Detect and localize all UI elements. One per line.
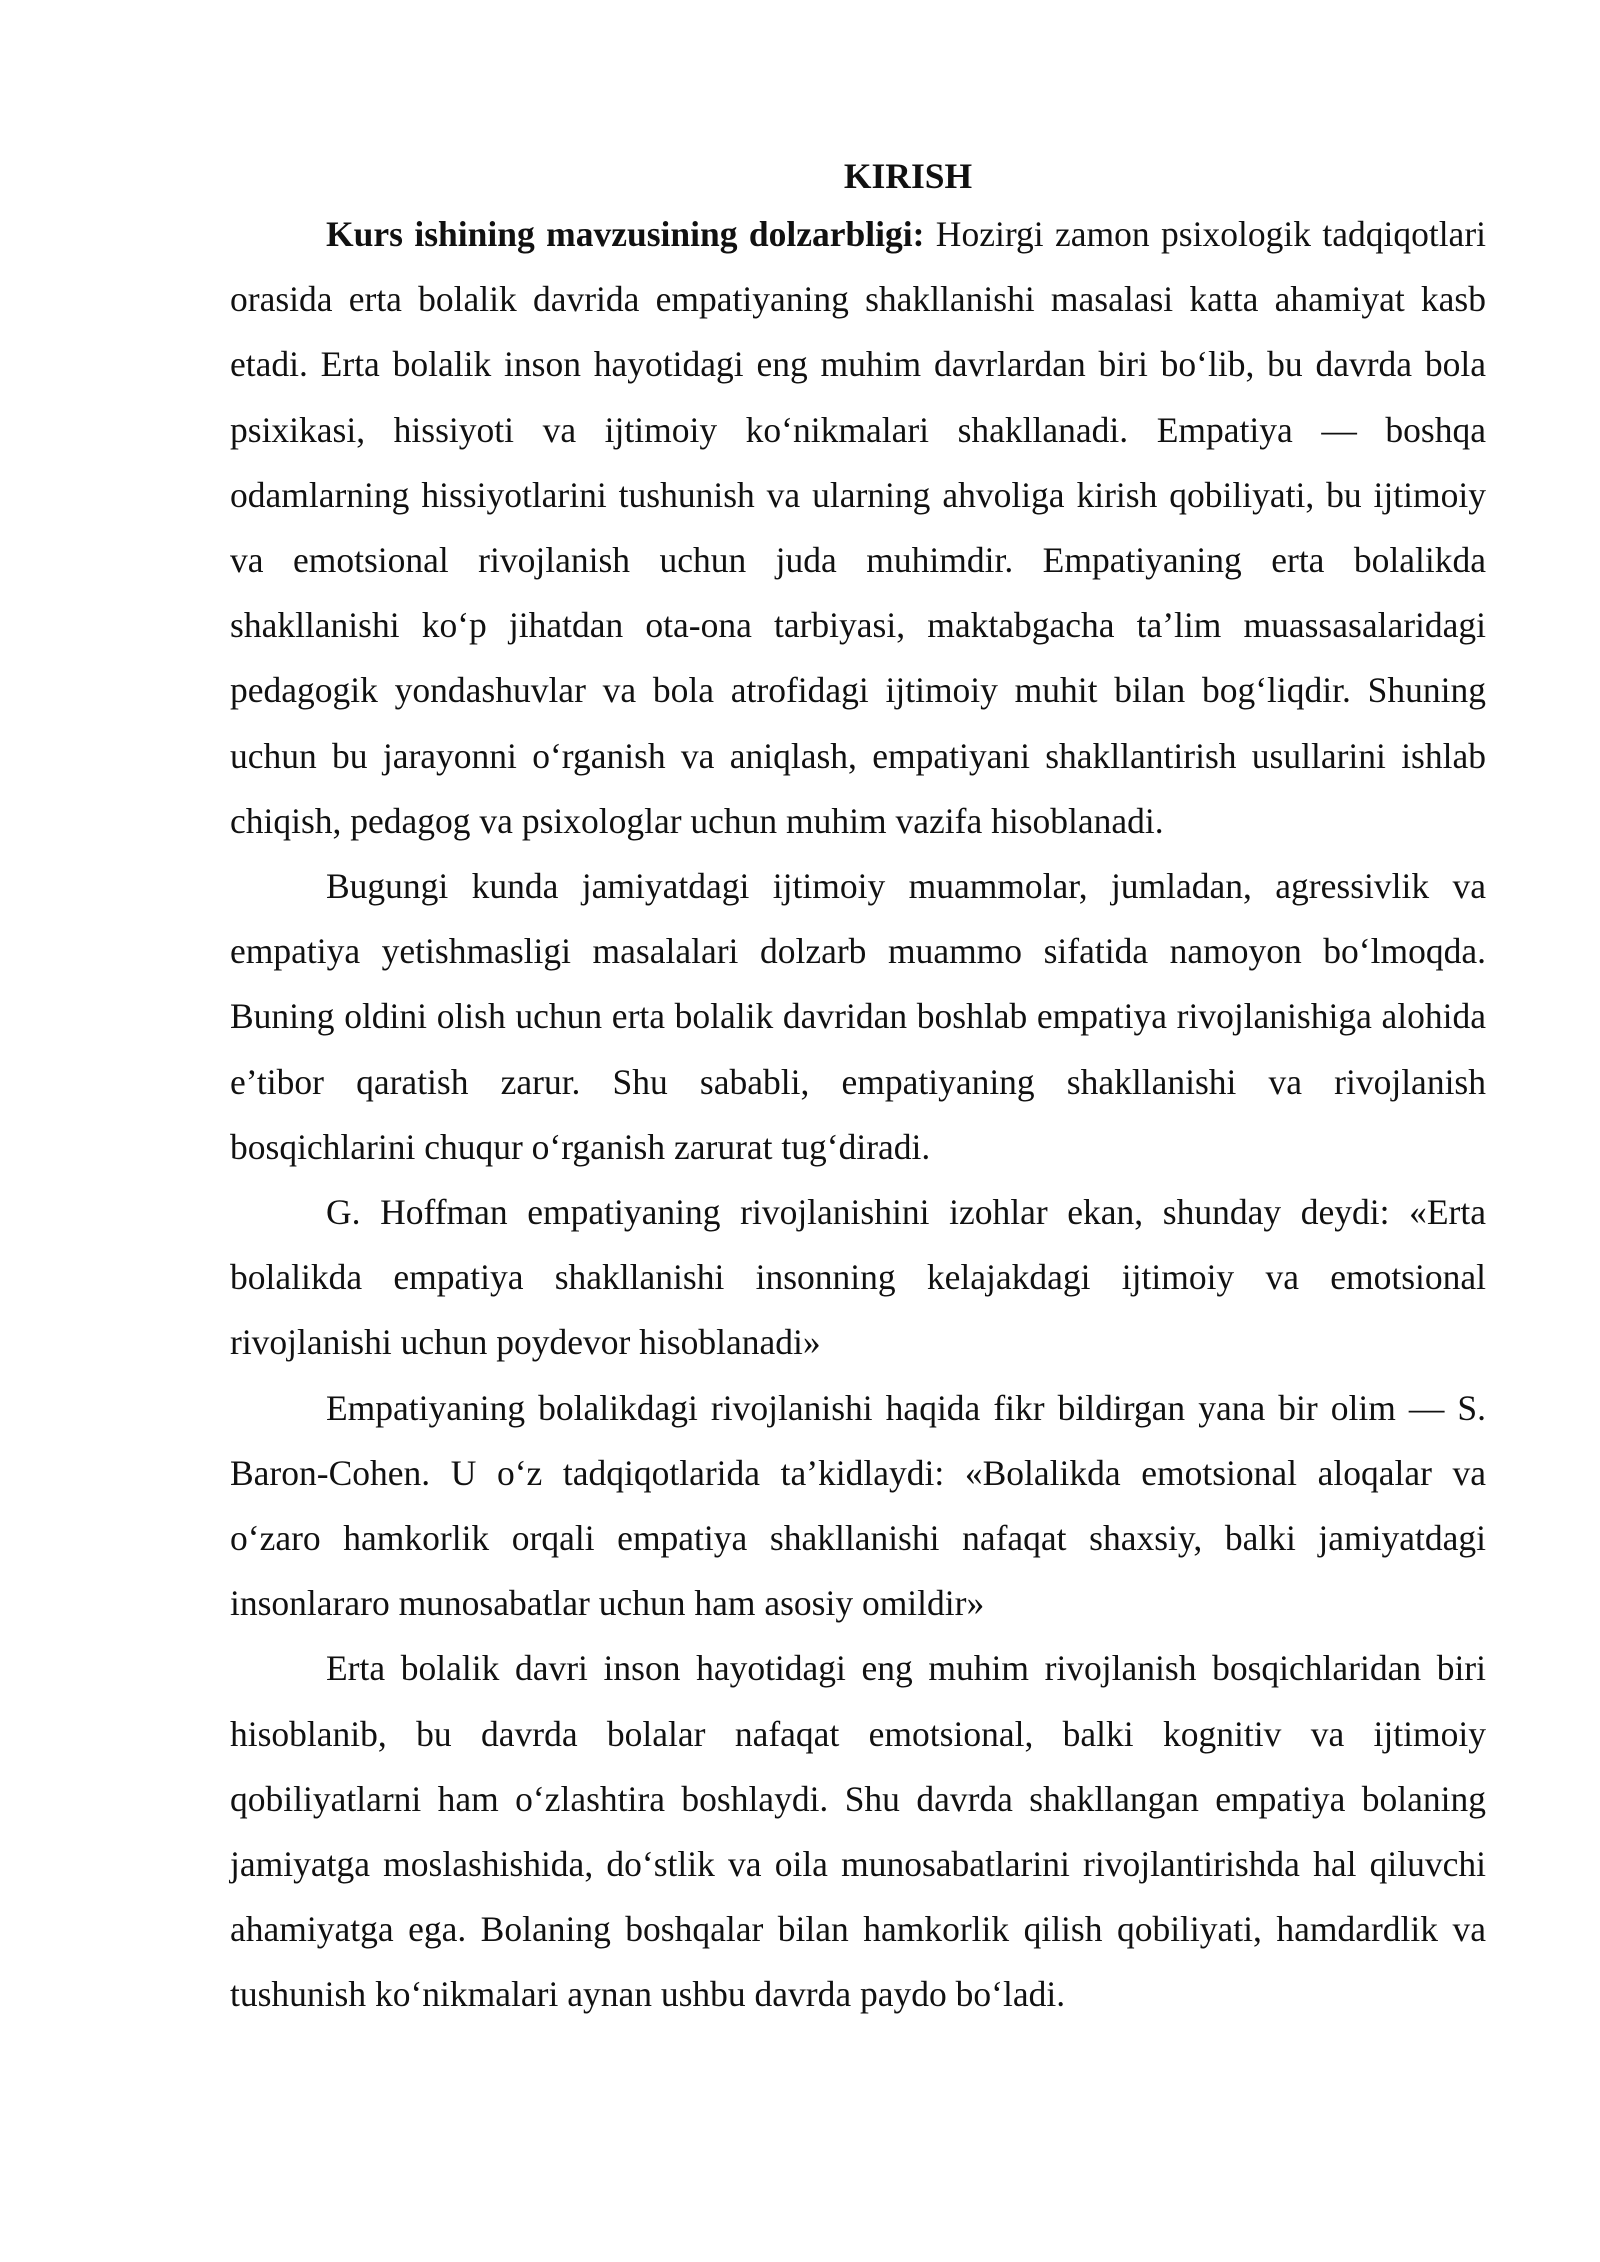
document-body — [230, 150, 1486, 2028]
paragraph-hoffman-quote: G. Hoffman empatiyaning rivojlanishini izohlar ekan, shunday deydi: «Erta bolalikda empatiya shakllanishi insonning kelajakdagi ijtimoiy va emotsional rivojlanishi uchun poydevor hisoblanadi» — [230, 1192, 1486, 1363]
paragraph-lead: Kurs ishining mavzusining dolzarbligi: — [326, 214, 925, 254]
paragraph-baron-cohen-quote: Empatiyaning bolalikdagi rivojlanishi haqida fikr bildirgan yana bir olim — S. Baron-Cohen. U o‘z tadqiqotlarida ta’kidlaydi: «Bolalikda emotsional aloqalar va o‘zaro hamkorlik orqali empatiya shakllanishi nafaqat shaxsiy, balki jamiyatdagi insonlararo munosabatlar uchun ham asosiy omildir» — [230, 1387, 1486, 1624]
paragraph-social-problems: Bugungi kunda jamiyatdagi ijtimoiy muammolar, jumladan, agressivlik va empatiya yetishmasligi masalalari dolzarb muammo sifatida namoyon bo‘lmoqda. Buning oldini olish uchun erta bolalik davridan boshlab empatiya rivojlanishiga alohida e’tibor qaratish zarur. Shu sababli, empatiyaning shakllanishi va rivojlanish bosqichlarini chuqur o‘rganish zarurat tug‘diradi. — [230, 866, 1486, 1167]
page-title: KIRISH — [843, 156, 973, 196]
paragraph-relevance — [230, 202, 1486, 854]
paragraph-text: Hozirgi zamon psixologik tadqiqotlari orasida erta bolalik davrida empatiyaning shakllanishi masalasi katta ahamiyat kasb etadi. Erta bolalik inson hayotidagi eng muhim davrlardan biri bo‘lib, bu davrda bola psixikasi, hissiyoti va ijtimoiy ko‘nikmalari shakllanadi. Empatiya — boshqa odamlarning hissiyotlarini tushunish va ularning ahvoliga kirish qobiliyati, bu ijtimoiy va emotsional rivojlanish uchun juda muhimdir. Empatiyaning erta bolalikda shakllanishi ko‘p jihatdan ota-ona tarbiyasi, maktabgacha ta’lim muassasalaridagi pedagogik yondashuvlar va bola atrofidagi ijtimoiy muhit bilan bog‘liqdir. Shuning uchun bu jarayonni o‘rganish va aniqlash, empatiyani shakllantirish usullarini ishlab chiqish, pedagog va psixologlar uchun muhim vazifa hisoblanadi. — [230, 214, 1487, 841]
paragraph-early-childhood: Erta bolalik davri inson hayotidagi eng muhim rivojlanish bosqichlaridan biri hisoblanib, bu davrda bolalar nafaqat emotsional, balki kognitiv va ijtimoiy qobiliyatlarni ham o‘zlashtira boshlaydi. Shu davrda shakllangan empatiya bolaning jamiyatga moslashishida, do‘stlik va oila munosabatlarini rivojlantirishda hal qiluvchi ahamiyatga ega. Bolaning boshqalar bilan hamkorlik qilish qobiliyati, hamdardlik va tushunish ko‘nikmalari aynan ushbu davrda paydo bo‘ladi. — [230, 1648, 1486, 2015]
